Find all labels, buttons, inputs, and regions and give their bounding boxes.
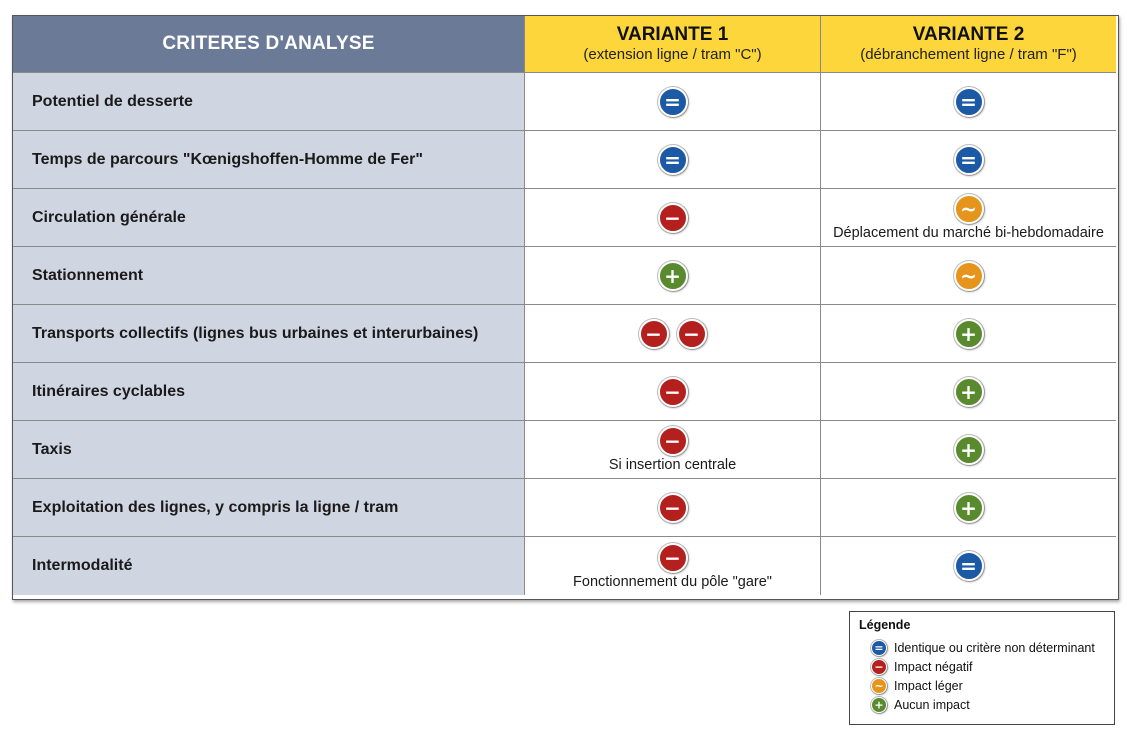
variante2-cell (821, 247, 1116, 305)
variante1-subtitle: (extension ligne / tram "C") (583, 46, 762, 64)
legend (849, 611, 1115, 725)
minus-icon: − (658, 493, 688, 523)
equal-icon: = (871, 640, 887, 656)
criterion-label: Circulation générale (32, 208, 186, 226)
variante2-cell (821, 131, 1116, 189)
variante1-cell (525, 305, 821, 363)
rating-icons (658, 543, 688, 573)
tilde-icon: ~ (954, 194, 984, 224)
criterion-cell (13, 537, 525, 595)
rating-icons (954, 87, 984, 117)
equal-icon: = (954, 551, 984, 581)
rating-icons (954, 377, 984, 407)
variante2-subtitle: (débranchement ligne / tram "F") (860, 46, 1077, 64)
rating-note: Fonctionnement du pôle "gare" (573, 573, 772, 590)
rating-icons (954, 194, 984, 224)
variante2-cell (821, 73, 1116, 131)
legend-item-label: Aucun impact (894, 697, 970, 712)
rating-icons (658, 493, 688, 523)
rating-icons (658, 145, 688, 175)
equal-icon: = (658, 87, 688, 117)
legend-item (871, 657, 1105, 676)
variante1-cell (525, 73, 821, 131)
legend-item (871, 638, 1105, 657)
rating-icons (954, 493, 984, 523)
criteria-header (13, 16, 525, 73)
variante1-cell (525, 131, 821, 189)
rating-icons (954, 261, 984, 291)
rating-note: Si insertion centrale (608, 457, 737, 473)
plus-icon: + (954, 493, 984, 523)
criterion-label: Stationnement (32, 266, 144, 284)
legend-item-label: Impact négatif (894, 659, 973, 674)
variante2-header (821, 16, 1116, 73)
equal-icon: = (658, 145, 688, 175)
variante2-cell (821, 421, 1116, 479)
variante1-cell (525, 537, 821, 595)
plus-icon: + (954, 319, 984, 349)
criterion-label: Exploitation des lignes, y compris la ligne / tram (32, 498, 399, 516)
variante2-cell (821, 305, 1116, 363)
criterion-label: Transports collectifs (lignes bus urbaines et interurbaines) (32, 324, 479, 342)
equal-icon: = (954, 145, 984, 175)
criterion-cell (13, 189, 525, 247)
rating-icons (658, 377, 688, 407)
rating-icons (658, 203, 688, 233)
rating-icons (639, 319, 707, 349)
criterion-label: Potentiel de desserte (32, 92, 193, 110)
variante1-cell (525, 363, 821, 421)
plus-icon: + (954, 377, 984, 407)
minus-icon: − (658, 426, 688, 456)
criterion-cell (13, 363, 525, 421)
legend-item-label: Identique ou critère non déterminant (894, 640, 1095, 655)
legend-item (871, 676, 1105, 695)
minus-icon: − (871, 659, 887, 675)
variante2-cell (821, 189, 1116, 247)
plus-icon: + (954, 435, 984, 465)
comparison-table (12, 15, 1119, 600)
rating-icons (658, 426, 688, 456)
rating-note: Déplacement du marché bi-hebdomadaire (833, 225, 1104, 241)
variante1-cell (525, 421, 821, 479)
variante1-title: VARIANTE 1 (616, 24, 729, 46)
minus-icon: − (639, 319, 669, 349)
variante2-cell (821, 537, 1116, 595)
variante1-cell (525, 247, 821, 305)
criterion-label: Taxis (32, 440, 72, 458)
variante1-cell (525, 189, 821, 247)
variante1-cell (525, 479, 821, 537)
criterion-cell (13, 479, 525, 537)
plus-icon: + (871, 697, 887, 713)
criterion-cell (13, 73, 525, 131)
rating-icons (658, 87, 688, 117)
legend-item (871, 695, 1105, 714)
plus-icon: + (658, 261, 688, 291)
rating-icons (954, 319, 984, 349)
variante2-cell (821, 479, 1116, 537)
legend-item-label: Impact léger (894, 678, 963, 693)
rating-icons (954, 551, 984, 581)
criterion-cell (13, 305, 525, 363)
criterion-label: Intermodalité (32, 557, 133, 574)
minus-icon: − (658, 543, 688, 573)
legend-title: Légende (859, 618, 911, 632)
criterion-cell (13, 247, 525, 305)
rating-icons (954, 435, 984, 465)
minus-icon: − (658, 203, 688, 233)
minus-icon: − (677, 319, 707, 349)
variante2-cell (821, 363, 1116, 421)
criterion-label: Temps de parcours "Kœnigshoffen-Homme de Fer" (32, 150, 423, 168)
minus-icon: − (658, 377, 688, 407)
criteria-header-label: CRITERES D'ANALYSE (162, 33, 375, 54)
rating-icons (658, 261, 688, 291)
criterion-cell (13, 421, 525, 479)
variante1-header (525, 16, 821, 73)
equal-icon: = (954, 87, 984, 117)
rating-icons (954, 145, 984, 175)
tilde-icon: ~ (954, 261, 984, 291)
variante2-title: VARIANTE 2 (912, 24, 1025, 46)
criterion-label: Itinéraires cyclables (32, 382, 185, 400)
tilde-icon: ~ (871, 678, 887, 694)
legend-items (859, 638, 1105, 714)
criterion-cell (13, 131, 525, 189)
